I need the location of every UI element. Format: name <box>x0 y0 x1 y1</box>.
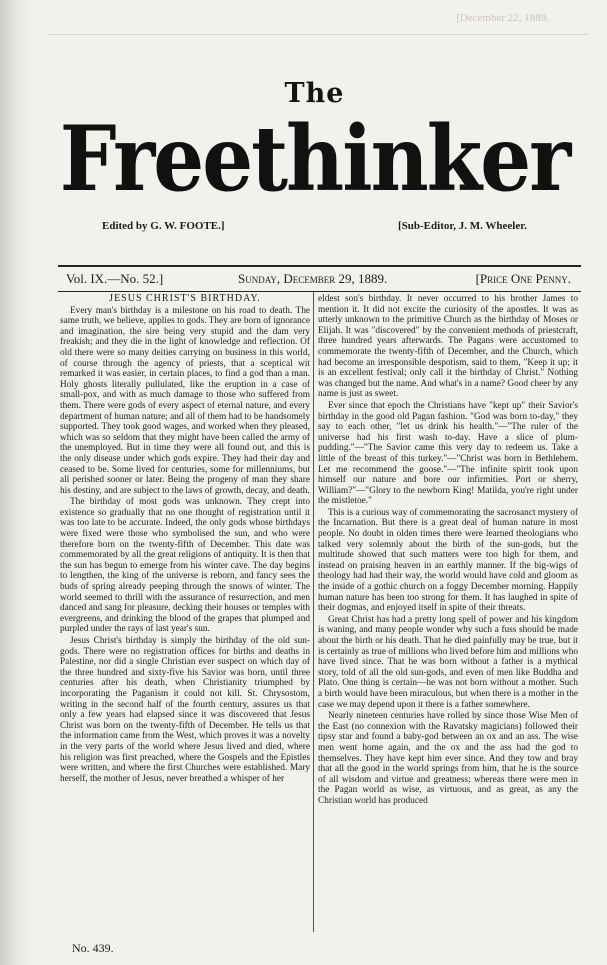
ghost-header: [December 22, 1889. <box>456 12 549 24</box>
masthead <box>40 70 589 240</box>
page-edge-shadow <box>0 0 30 965</box>
paragraph: eldest son's birthday. It never occurred to his brother James to mention it. It did not excite the curiosity of the apostles. It was as utterly unknown to the primitive Church as the birthday of Moses or Elijah. It was "discovered" by the convenient methods of priestcraft, three hundred years afterwards. The Pagans were accustomed to commemorate the twenty-fifth of December, and the Church, which had become an irresponsible despotism, said to them, "Keep it up; it is an excellent festival; only call it the birthday of Christ." Nothing was changed but the name. And what's in a name? Good cheer by any name is just as sweet. <box>318 294 578 400</box>
editor-credit: Edited by G. W. FOOTE.] <box>102 220 225 232</box>
column-divider <box>313 292 314 932</box>
article-heading: JESUS CHRIST'S BIRTHDAY. <box>109 293 261 304</box>
issue-price: [Price One Penny. <box>475 271 571 286</box>
issue-number: No. 439. <box>72 941 114 955</box>
issue-date: Sunday, December 29, 1889. <box>238 271 388 286</box>
paragraph: Great Christ has had a pretty long spell of power and his kingdom is waning, and many people wonder why such a fuss should be made about the birth or his death. That he died painfully may be true, but it is certainly as true of millions who lived before him and millions who have lived since. That he was born without a father is a mythical story, told of all the old sun-gods, and even of men like Buddha and Plato. One thing is certain—he was not born without a mother. Such a birth would have been miraculous, but when there is a mother in the case we may depend upon it there is a father somewhere. <box>318 614 578 710</box>
issue-volume: Vol. IX.—No. 52.] <box>66 271 164 286</box>
issue-bar <box>58 265 581 292</box>
paragraph: Ever since that epoch the Christians have "kept up" their Savior's birthday in the good old Pagan fashion. "God was born to-day," they say to each other, "let us drink his health."—"The ruler of the universe had his first wash to-day. Have a slice of plum-pudding."—"The Savior came this very day to redeem us. Take a little of the breast of this turkey."—"Christ was born in Bethlehem. Let me recommend the goose."—"The infinite spirit took upon himself our nature and bore our infirmities. Port or sherry, William?"—"Glory to the newborn King! Matilda, you're right under the mistletoe." <box>318 400 578 507</box>
masthead-the: The <box>284 78 345 109</box>
previous-page-bleedthrough <box>48 6 589 66</box>
ghost-rule <box>48 34 589 35</box>
paragraph: Jesus Christ's birthday is simply the birthday of the old sun-gods. There were no registration offices for births and deaths in Palestine, nor did a single Christian ever suspect on which day of the three hundred and sixty-five his Savior was born, until three centuries after his death, when Christianity triumphed by incorporating the Paganism it could not kill. St. Chrysostom, writing in the second half of the fourth century, assures us that only a few years had elapsed since it was discovered that Jesus Christ was born on the twenty-fifth of December. He tells us that the information came from the West, which proves it was a novelty in the very parts of the world where Jesus lived and died, where his religion was first preached, where the Gospels and the Epistles were written, and where the first Churches were established. Mary herself, the mother of Jesus, never breathed a whisper of her <box>60 636 310 784</box>
column-left <box>60 294 310 785</box>
paragraph: Every man's birthday is a milestone on his road to death. The same truth, we believe, applies to gods. They are born of ignorance and imagination, the sire being very stupid and the dam very freakish; and they die in the light of knowledge and reflection. Of old there were so many deities carrying on business in this world, of course through the agency of priests, that a sceptical wit remarked it was easier, in certain places, to find a god than a man. Holy ghosts literally pullulated, like the eruption in a case of small-pox, and with as much damage to those who suffered from them. There were gods of every aspect of eternal nature, and every department of human nature; and all of them had to be handsomely supported. They took good wages, and worked when they pleased, which was so seldom that they might have been called the army of the unemployed. But in time they were all found out, and this is the only disease under which gods expire. They had their day and ceased to be. Some lived for centuries, some for millenniums, but all perished sooner or later. Being the progeny of man they share his destiny, and are subject to the laws of growth, decay, and death. <box>60 305 310 496</box>
paragraph: Nearly nineteen centuries have rolled by since those Wise Men of the East (no connexion with the Ravatsky magicians) followed their tipsy star and found a baby-god between an ox and an ass. The wise men went home again, and the ox and the ass had the god to themselves. They have kept him ever since. And they tow and bray that all the good in the world springs from him, that he is the source of all wisdom and virtue and greatness; whereas there were men in the Pagan world as wise, as virtuous, and as great, as any the Christian world has produced <box>318 711 578 806</box>
sub-editor-credit: [Sub-Editor, J. M. Wheeler. <box>398 220 527 232</box>
masthead-title: Freethinker <box>59 105 570 212</box>
column-right <box>318 294 578 808</box>
paragraph: This is a curious way of commemorating the sacrosanct mystery of the Incarnation. But there is a great deal of human nature in most people. No doubt in olden times there were learned theologians who talked very solemnly about the birth of the sun-gods, but the multitude showed that such matters were too high for them, and instead on praising heaven in an earthly manner. If the big-wigs of theology had had their way, the world would have cold and gloom as the inside of a gothic church on a foggy December morning. Happily human nature has been too strong for them. It has laughed in spite of their dogmas, and enjoyed itself in spite of their threats. <box>318 507 578 614</box>
paragraph: The birthday of most gods was unknown. They crept into existence so gradually that no one thought of registration until it was too late to be accurate. Indeed, the only gods whose birthdays were fixed were those who symbolised the sun, and who were therefore born on the twenty-fifth of December. This date was commemorated by all the great religions of antiquity. It is then that the sun has begun to emerge from his winter cave. The day begins to lengthen, the king of the universe is reborn, and fancy sees the buds of spring already peeping through the snows of winter. The world seemed to thrill with the assurance of resurrection, and men danced and sang for pleasure, decking their houses or temples with evergreens, and drinking the blood of the grapes that plumped and purpled under the rays of last year's sun. <box>60 497 310 635</box>
